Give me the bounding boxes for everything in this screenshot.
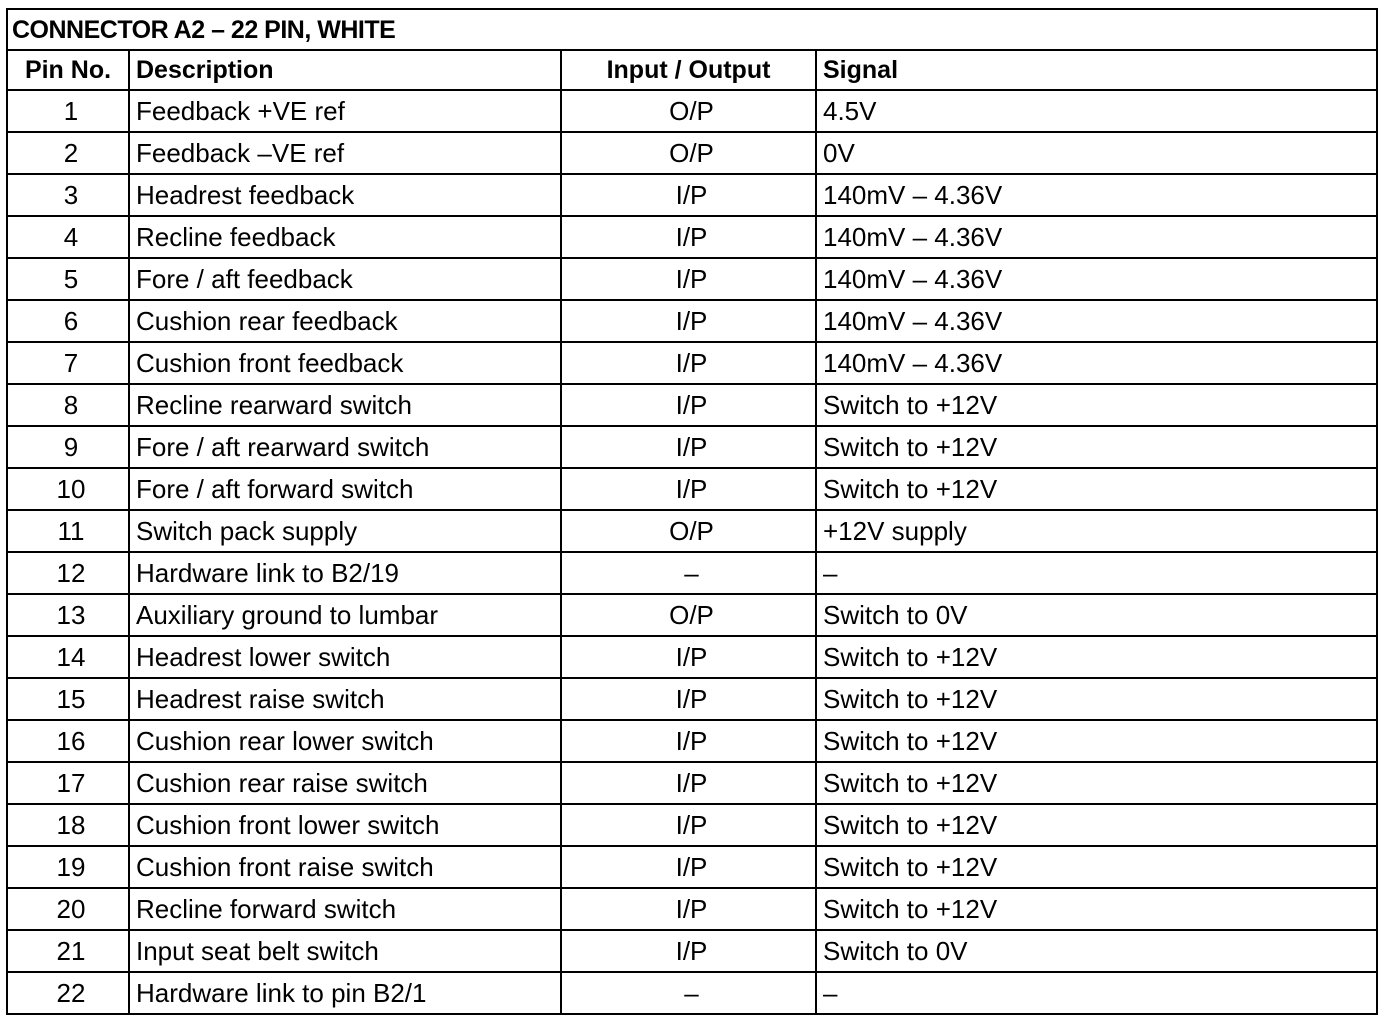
table-row (7, 90, 1377, 132)
input-output-cell: I/P (561, 384, 816, 426)
signal-cell: 0V (816, 132, 1377, 174)
pin-cell: 12 (7, 552, 129, 594)
input-output-cell: I/P (561, 342, 816, 384)
table-row (7, 846, 1377, 888)
table-row (7, 552, 1377, 594)
table-body (7, 90, 1377, 1014)
table-row (7, 342, 1377, 384)
pin-cell: 21 (7, 930, 129, 972)
description-cell: Headrest feedback (129, 174, 561, 216)
signal-cell: 140mV – 4.36V (816, 300, 1377, 342)
input-output-cell: O/P (561, 510, 816, 552)
pin-cell: 10 (7, 468, 129, 510)
pin-cell: 1 (7, 90, 129, 132)
description-cell: Auxiliary ground to lumbar (129, 594, 561, 636)
description-cell: Feedback +VE ref (129, 90, 561, 132)
pin-cell: 2 (7, 132, 129, 174)
description-cell: Recline feedback (129, 216, 561, 258)
signal-cell: Switch to +12V (816, 804, 1377, 846)
description-cell: Headrest lower switch (129, 636, 561, 678)
pin-cell: 18 (7, 804, 129, 846)
input-output-cell: – (561, 552, 816, 594)
description-cell: Fore / aft rearward switch (129, 426, 561, 468)
input-output-cell: O/P (561, 90, 816, 132)
signal-cell: Switch to +12V (816, 762, 1377, 804)
column-header-pin: Pin No. (7, 50, 129, 90)
pin-cell: 8 (7, 384, 129, 426)
input-output-cell: I/P (561, 636, 816, 678)
input-output-cell: I/P (561, 888, 816, 930)
input-output-cell: I/P (561, 804, 816, 846)
pin-cell: 7 (7, 342, 129, 384)
input-output-cell: I/P (561, 174, 816, 216)
pin-cell: 17 (7, 762, 129, 804)
pin-cell: 22 (7, 972, 129, 1014)
connector-pinout-sheet (6, 8, 1376, 1015)
description-cell: Headrest raise switch (129, 678, 561, 720)
signal-cell: Switch to +12V (816, 426, 1377, 468)
description-cell: Feedback –VE ref (129, 132, 561, 174)
pin-cell: 9 (7, 426, 129, 468)
input-output-cell: O/P (561, 594, 816, 636)
pin-cell: 19 (7, 846, 129, 888)
pin-cell: 3 (7, 174, 129, 216)
table-row (7, 594, 1377, 636)
description-cell: Cushion rear raise switch (129, 762, 561, 804)
description-cell: Hardware link to pin B2/1 (129, 972, 561, 1014)
table-row (7, 762, 1377, 804)
input-output-cell: I/P (561, 258, 816, 300)
description-cell: Fore / aft feedback (129, 258, 561, 300)
description-cell: Fore / aft forward switch (129, 468, 561, 510)
table-row (7, 888, 1377, 930)
table-row (7, 384, 1377, 426)
signal-cell: 140mV – 4.36V (816, 258, 1377, 300)
pin-cell: 14 (7, 636, 129, 678)
table-row (7, 510, 1377, 552)
signal-cell: – (816, 552, 1377, 594)
table-row (7, 972, 1377, 1014)
description-cell: Input seat belt switch (129, 930, 561, 972)
table-title-row (7, 9, 1377, 50)
input-output-cell: – (561, 972, 816, 1014)
table-row (7, 300, 1377, 342)
table-row (7, 720, 1377, 762)
table-row (7, 804, 1377, 846)
pin-cell: 16 (7, 720, 129, 762)
table-row (7, 258, 1377, 300)
input-output-cell: O/P (561, 132, 816, 174)
signal-cell: Switch to +12V (816, 636, 1377, 678)
pin-cell: 13 (7, 594, 129, 636)
table-row (7, 426, 1377, 468)
signal-cell: Switch to +12V (816, 846, 1377, 888)
description-cell: Cushion rear feedback (129, 300, 561, 342)
description-cell: Recline forward switch (129, 888, 561, 930)
table-row (7, 174, 1377, 216)
connector-pinout-table (6, 8, 1378, 1015)
input-output-cell: I/P (561, 762, 816, 804)
signal-cell: 140mV – 4.36V (816, 342, 1377, 384)
signal-cell: 140mV – 4.36V (816, 174, 1377, 216)
input-output-cell: I/P (561, 930, 816, 972)
input-output-cell: I/P (561, 678, 816, 720)
description-cell: Cushion rear lower switch (129, 720, 561, 762)
signal-cell: Switch to 0V (816, 594, 1377, 636)
table-title: CONNECTOR A2 – 22 PIN, WHITE (7, 9, 1377, 50)
table-row (7, 216, 1377, 258)
column-header-description: Description (129, 50, 561, 90)
description-cell: Cushion front lower switch (129, 804, 561, 846)
description-cell: Hardware link to B2/19 (129, 552, 561, 594)
input-output-cell: I/P (561, 216, 816, 258)
table-row (7, 636, 1377, 678)
table-row (7, 132, 1377, 174)
input-output-cell: I/P (561, 300, 816, 342)
pin-cell: 6 (7, 300, 129, 342)
signal-cell: Switch to +12V (816, 384, 1377, 426)
signal-cell: Switch to +12V (816, 888, 1377, 930)
column-header-input-output: Input / Output (561, 50, 816, 90)
signal-cell: Switch to 0V (816, 930, 1377, 972)
description-cell: Switch pack supply (129, 510, 561, 552)
input-output-cell: I/P (561, 846, 816, 888)
signal-cell: Switch to +12V (816, 678, 1377, 720)
pin-cell: 5 (7, 258, 129, 300)
pin-cell: 4 (7, 216, 129, 258)
signal-cell: +12V supply (816, 510, 1377, 552)
description-cell: Recline rearward switch (129, 384, 561, 426)
signal-cell: 4.5V (816, 90, 1377, 132)
signal-cell: Switch to +12V (816, 720, 1377, 762)
column-header-row (7, 50, 1377, 90)
pin-cell: 15 (7, 678, 129, 720)
signal-cell: Switch to +12V (816, 468, 1377, 510)
signal-cell: 140mV – 4.36V (816, 216, 1377, 258)
table-row (7, 468, 1377, 510)
description-cell: Cushion front raise switch (129, 846, 561, 888)
column-header-signal: Signal (816, 50, 1377, 90)
table-row (7, 678, 1377, 720)
input-output-cell: I/P (561, 720, 816, 762)
table-row (7, 930, 1377, 972)
pin-cell: 11 (7, 510, 129, 552)
input-output-cell: I/P (561, 468, 816, 510)
signal-cell: – (816, 972, 1377, 1014)
pin-cell: 20 (7, 888, 129, 930)
description-cell: Cushion front feedback (129, 342, 561, 384)
input-output-cell: I/P (561, 426, 816, 468)
